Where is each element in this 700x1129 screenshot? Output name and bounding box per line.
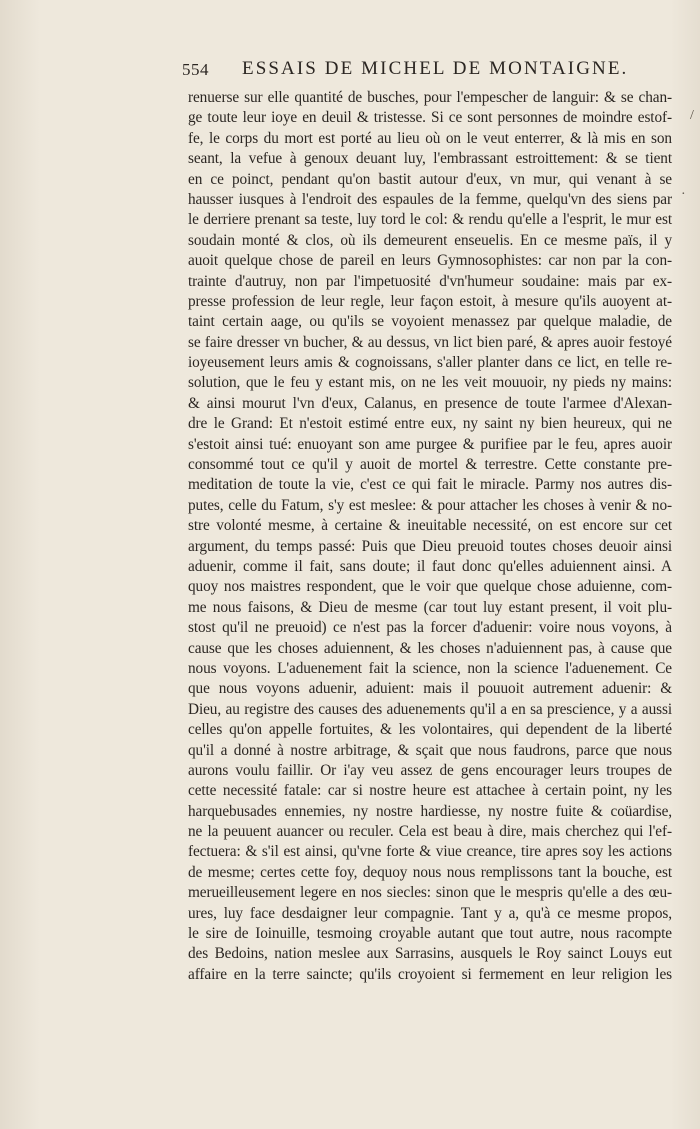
text-line: soudain monté & clos, où ils demeurent enseuelis. En ce mesme païs, il y xyxy=(188,231,672,249)
text-line: auoit quelque chose de pareil en leurs Gymnosophistes: car non par la con- xyxy=(188,252,672,270)
text-line: celles qu'on appelle fortuites, & les volontaires, qui dependent de la liberté xyxy=(188,721,672,739)
text-line: ioyeusement leurs amis & cognoissans, s'aller planter dans ce lict, en telle re- xyxy=(188,354,672,372)
text-line: consommé tout ce qu'il y auoit de mortel & terrestre. Cette constante pre- xyxy=(188,456,672,474)
text-line: qu'il a donné à nostre arbitrage, & sçait que nous faudrons, parce que nous xyxy=(188,741,672,759)
page-number: 554 xyxy=(182,60,209,79)
text-line: stost qu'il ne preuoid) ce n'est pas la forcer d'aduenir: voire nous voyons, à xyxy=(188,619,672,637)
text-line: trainte d'autruy, non par l'impetuosité d'vn'humeur soudaine: mais par ex- xyxy=(188,272,672,290)
text-line: se faire dresser vn bucher, & au dessus, vn lict bien paré, & apres auoir festoyé xyxy=(188,333,672,351)
text-line: de mesme; certes cette foy, dequoy nous nous remplissons tant la bouche, est xyxy=(188,863,672,881)
text-line: le derriere prenant sa teste, luy tord le col: & rendu qu'elle a l'esprit, le mur est xyxy=(188,211,672,229)
text-line: seant, la vefue à genoux deuant luy, l'embrassant estroittement: & se tient xyxy=(188,150,672,168)
text-line: aurons voulu faillir. Or i'ay veu assez de gens encourager leurs troupes de xyxy=(188,761,672,779)
text-line: renuerse sur elle quantité de busches, pour l'empescher de languir: & se chan- xyxy=(188,89,672,106)
text-line: des Bedoins, nation meslee aux Sarrasins, ausquels le Roy sainct Louys eut xyxy=(188,945,672,963)
text-line: stre volonté mesme, à certaine & ineuitable necessité, on est encore sur cet xyxy=(188,517,672,535)
text-line: putes, celle du Fatum, s'y est meslee: & pour attacher les choses à venir & no- xyxy=(188,496,672,514)
text-line: en ce poinct, pendant qu'on bastit autour d'eux, vn mur, qui venant à se xyxy=(188,170,672,188)
text-line: meditation de toute la vie, c'est ce qui fait le miracle. Parmy nos autres dis- xyxy=(188,476,672,494)
text-line: hausser iusques à l'endroit des espaules de la femme, quelqu'vn des siens par xyxy=(188,190,672,208)
text-line: s'estoit ainsi tué: enuoyant son ame purgee & purifiee par le feu, apres auoir xyxy=(188,435,672,453)
text-line: aduenir, comme il fait, sans doute; il faut donc qu'elles aduiennent ainsi. A xyxy=(188,557,672,575)
text-line: taint certain aage, ou qu'ils se voyoient menassez par quelque maladie, de xyxy=(188,313,672,331)
text-line: harquebusades ennemies, ny nostre hardiesse, ny nostre fuite & coüardise, xyxy=(188,802,672,820)
text-line: affaire en la terre saincte; qu'ils croyoient si fermement en leur religion les xyxy=(188,965,672,983)
page-header xyxy=(182,56,642,86)
text-line: le sire de Ioinuille, tesmoing croyable autant que tout autre, nous racompte xyxy=(188,925,672,943)
text-line: que nous voyons aduenir, aduient: mais il pouuoit autrement aduenir: & xyxy=(188,680,672,698)
text-line: cause que les choses aduiennent, & les choses n'aduiennent pas, à cause que xyxy=(188,639,672,657)
text-line: fectuera: & s'il est ainsi, qu'vne forte & viue creance, tire apres soy les actions xyxy=(188,843,672,861)
margin-mark: · xyxy=(681,187,686,202)
text-line: me nous faisons, & Dieu de mesme (car tout luy estant present, il voit plu- xyxy=(188,598,672,616)
text-line: quoy nos maistres respondent, que le voir que quelque chose aduienne, com- xyxy=(188,578,672,596)
running-head: ESSAIS DE MICHEL DE MONTAIGNE. xyxy=(242,58,629,79)
text-line: ge toute leur ioye en deuil & tristesse. Si ce sont personnes de moindre estof- xyxy=(188,109,672,127)
text-line: ne la peuuent auancer ou reculer. Cela est beau à dire, mais cherchez qui l'ef- xyxy=(188,823,672,841)
text-line: dre le Grand: Et n'estoit estimé entre eux, ny saint ny bien heureux, qui ne xyxy=(188,415,672,433)
text-line: argument, du temps passé: Puis que Dieu preuoid toutes choses deuoir ainsi xyxy=(188,537,672,555)
text-line: ures, luy face desdaigner leur compagnie. Tant y a, qu'à ce mesme propos, xyxy=(188,904,672,922)
body-text xyxy=(188,88,672,985)
text-line: merueilleusement legere en nos siecles: sinon que le mespris qu'elle a des œu- xyxy=(188,884,672,902)
margin-mark: / xyxy=(690,108,694,123)
text-line: fe, le corps du mort est porté au lieu où on le veut enterrer, & là mis en son xyxy=(188,129,672,147)
text-line: nous voyons. L'aduenement fait la science, non la science l'aduenement. Ce xyxy=(188,659,672,677)
text-line: solution, que le feu y estant mis, on ne les veit mouuoir, ny pieds ny mains: xyxy=(188,374,672,392)
text-line: cette necessité fatale: car si nostre heure est attachee à certain point, ny les xyxy=(188,782,672,800)
text-line: Dieu, au registre des causes des aduenements qu'il a en sa prescience, y a aussi xyxy=(188,700,672,718)
text-line: & ainsi mourut l'vn d'eux, Calanus, en presence de toute l'armee d'Alexan- xyxy=(188,394,672,412)
text-line: presse profession de leur regle, leur façon estoit, à mesure qu'ils auoyent at- xyxy=(188,292,672,310)
